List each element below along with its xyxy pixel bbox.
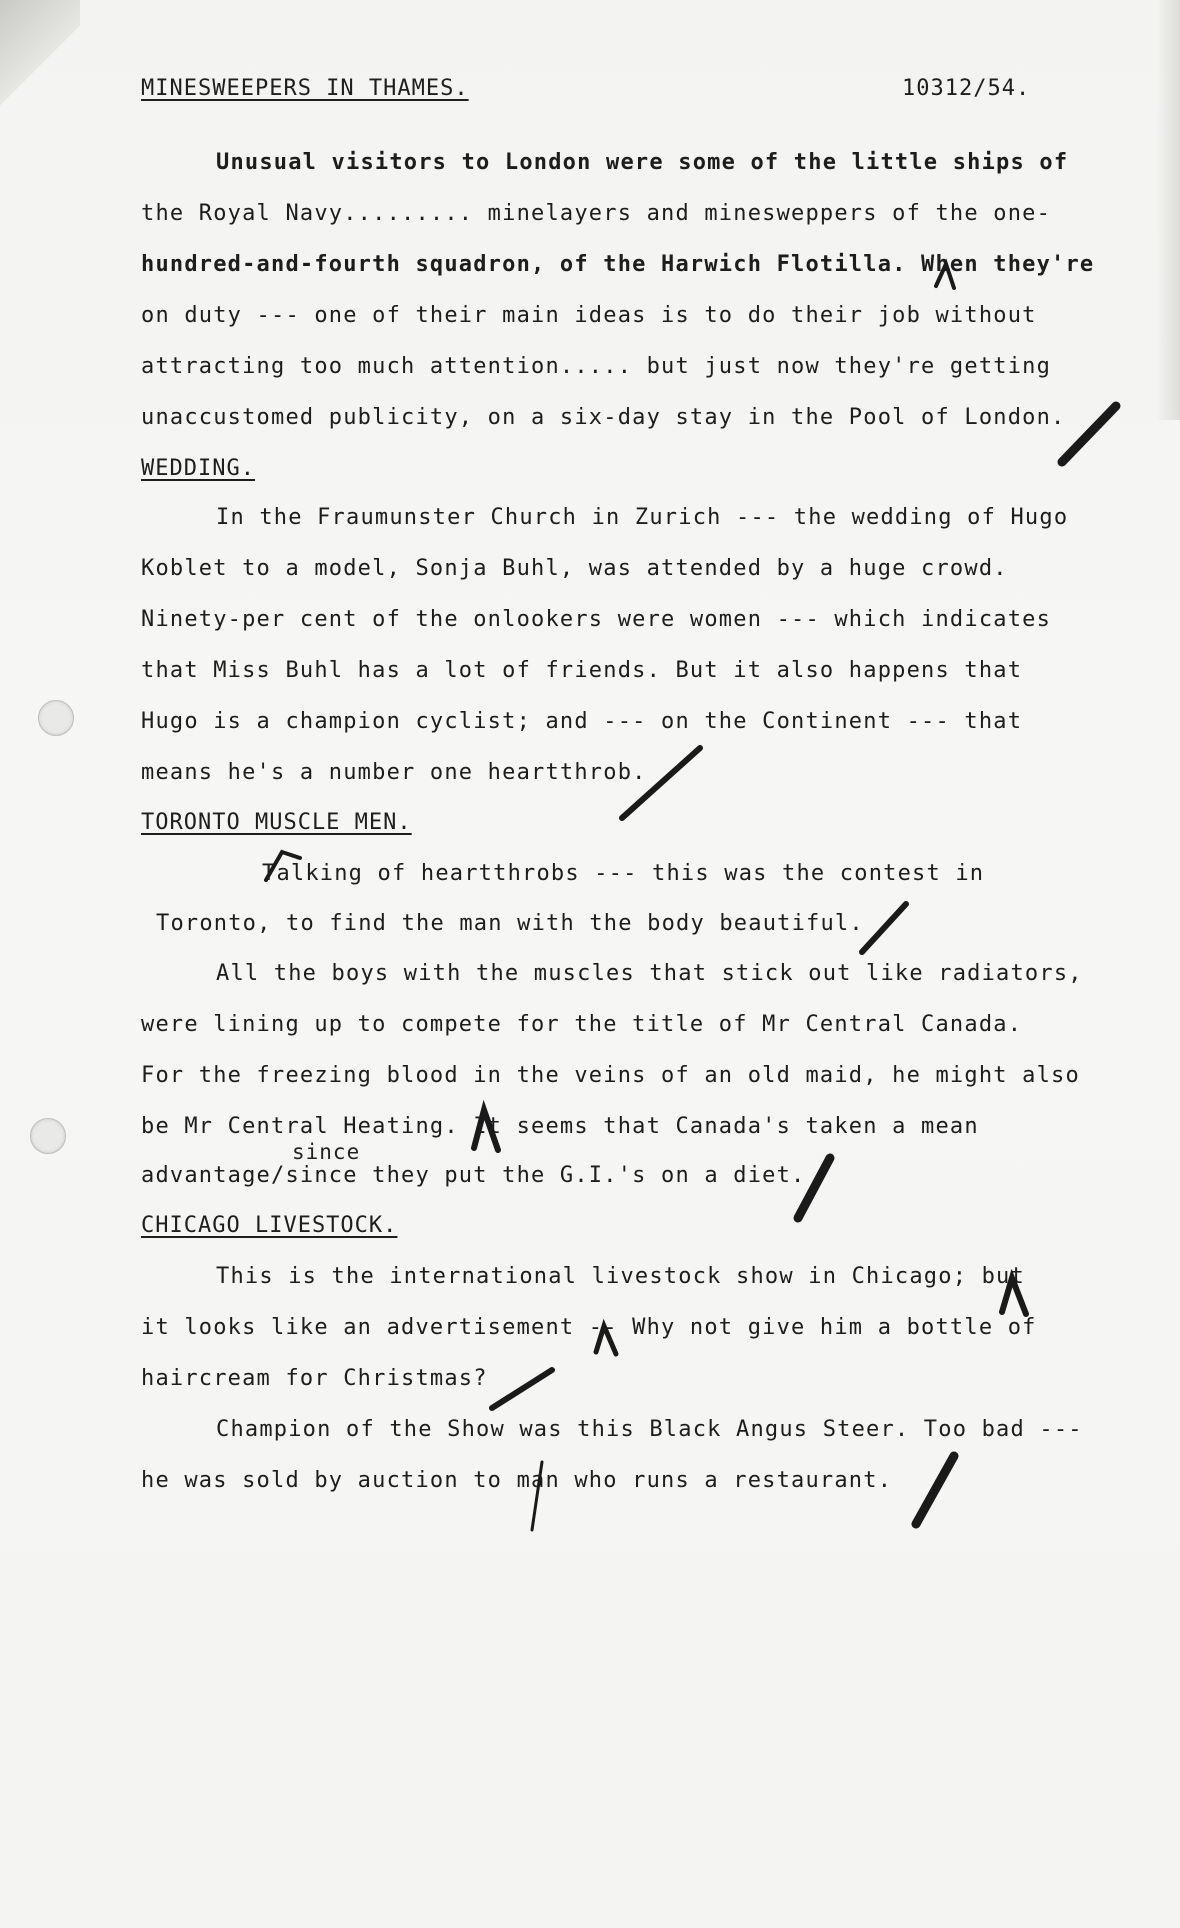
section-heading: TORONTO MUSCLE MEN. (141, 810, 412, 835)
slash-mark (798, 1158, 830, 1218)
text-line: were lining up to compete for the title of Mr Central Canada. (141, 1012, 1023, 1037)
slash-mark (492, 1370, 552, 1408)
text-line: unaccustomed publicity, on a six-day stay in the Pool of London. (141, 405, 1066, 430)
slash-mark (916, 1456, 954, 1524)
text-line: Unusual visitors to London were some of the little ships of (216, 150, 1069, 175)
text-line: he was sold by auction to man who runs a restaurant. (141, 1468, 893, 1493)
text-line: For the freezing blood in the veins of an old maid, he might also (141, 1063, 1080, 1088)
text-line: Toronto, to find the man with the body beautiful. (156, 911, 864, 936)
text-line: Koblet to a model, Sonja Buhl, was attended by a huge crowd. (141, 556, 1008, 581)
text-line: hundred-and-fourth squadron, of the Harwich Flotilla. When they're (141, 252, 1095, 277)
text-line: In the Fraumunster Church in Zurich --- the wedding of Hugo (216, 505, 1069, 530)
text-line: means he's a number one heartthrob. (141, 760, 647, 785)
text-line: it looks like an advertisement -- Why not give him a bottle of (141, 1315, 1037, 1340)
text-line: Ninety-per cent of the onlookers were women --- which indicates (141, 607, 1052, 632)
text-line: Talking of heartthrobs --- this was the contest in (262, 861, 985, 886)
text-line: Champion of the Show was this Black Angus Steer. Too bad --- (216, 1417, 1083, 1442)
caret-mark (474, 1110, 498, 1150)
text-line: All the boys with the muscles that stick out like radiators, (216, 961, 1083, 986)
text-line: Hugo is a champion cyclist; and --- on the Continent --- that (141, 709, 1023, 734)
section-heading: WEDDING. (141, 456, 255, 481)
text-line: on duty --- one of their main ideas is to do their job without (141, 303, 1037, 328)
slash-mark (1062, 406, 1116, 462)
handwritten-insertion: since (292, 1140, 361, 1164)
text-line: that Miss Buhl has a lot of friends. But it also happens that (141, 658, 1023, 683)
caret-mark (936, 264, 954, 288)
text-line: This is the international livestock show in Chicago; but (216, 1264, 1025, 1289)
text-line: be Mr Central Heating. It seems that Canada's taken a mean (141, 1114, 979, 1139)
reference-number: 10312/54. (902, 76, 1031, 101)
text-line: advantage/since they put the G.I.'s on a diet. (141, 1163, 806, 1188)
vertical-stroke (532, 1462, 542, 1530)
caret-mark (1002, 1278, 1026, 1314)
caret-mark (266, 852, 300, 880)
text-line: haircream for Christmas? (141, 1366, 488, 1391)
slash-mark (622, 748, 700, 818)
caret-mark (596, 1326, 616, 1354)
section-heading: CHICAGO LIVESTOCK. (141, 1213, 398, 1238)
text-line: attracting too much attention..... but just now they're getting (141, 354, 1052, 379)
slash-mark (862, 904, 906, 952)
text-line: the Royal Navy......... minelayers and minesweppers of the one- (141, 201, 1052, 226)
document-title: MINESWEEPERS IN THAMES. (141, 76, 469, 101)
